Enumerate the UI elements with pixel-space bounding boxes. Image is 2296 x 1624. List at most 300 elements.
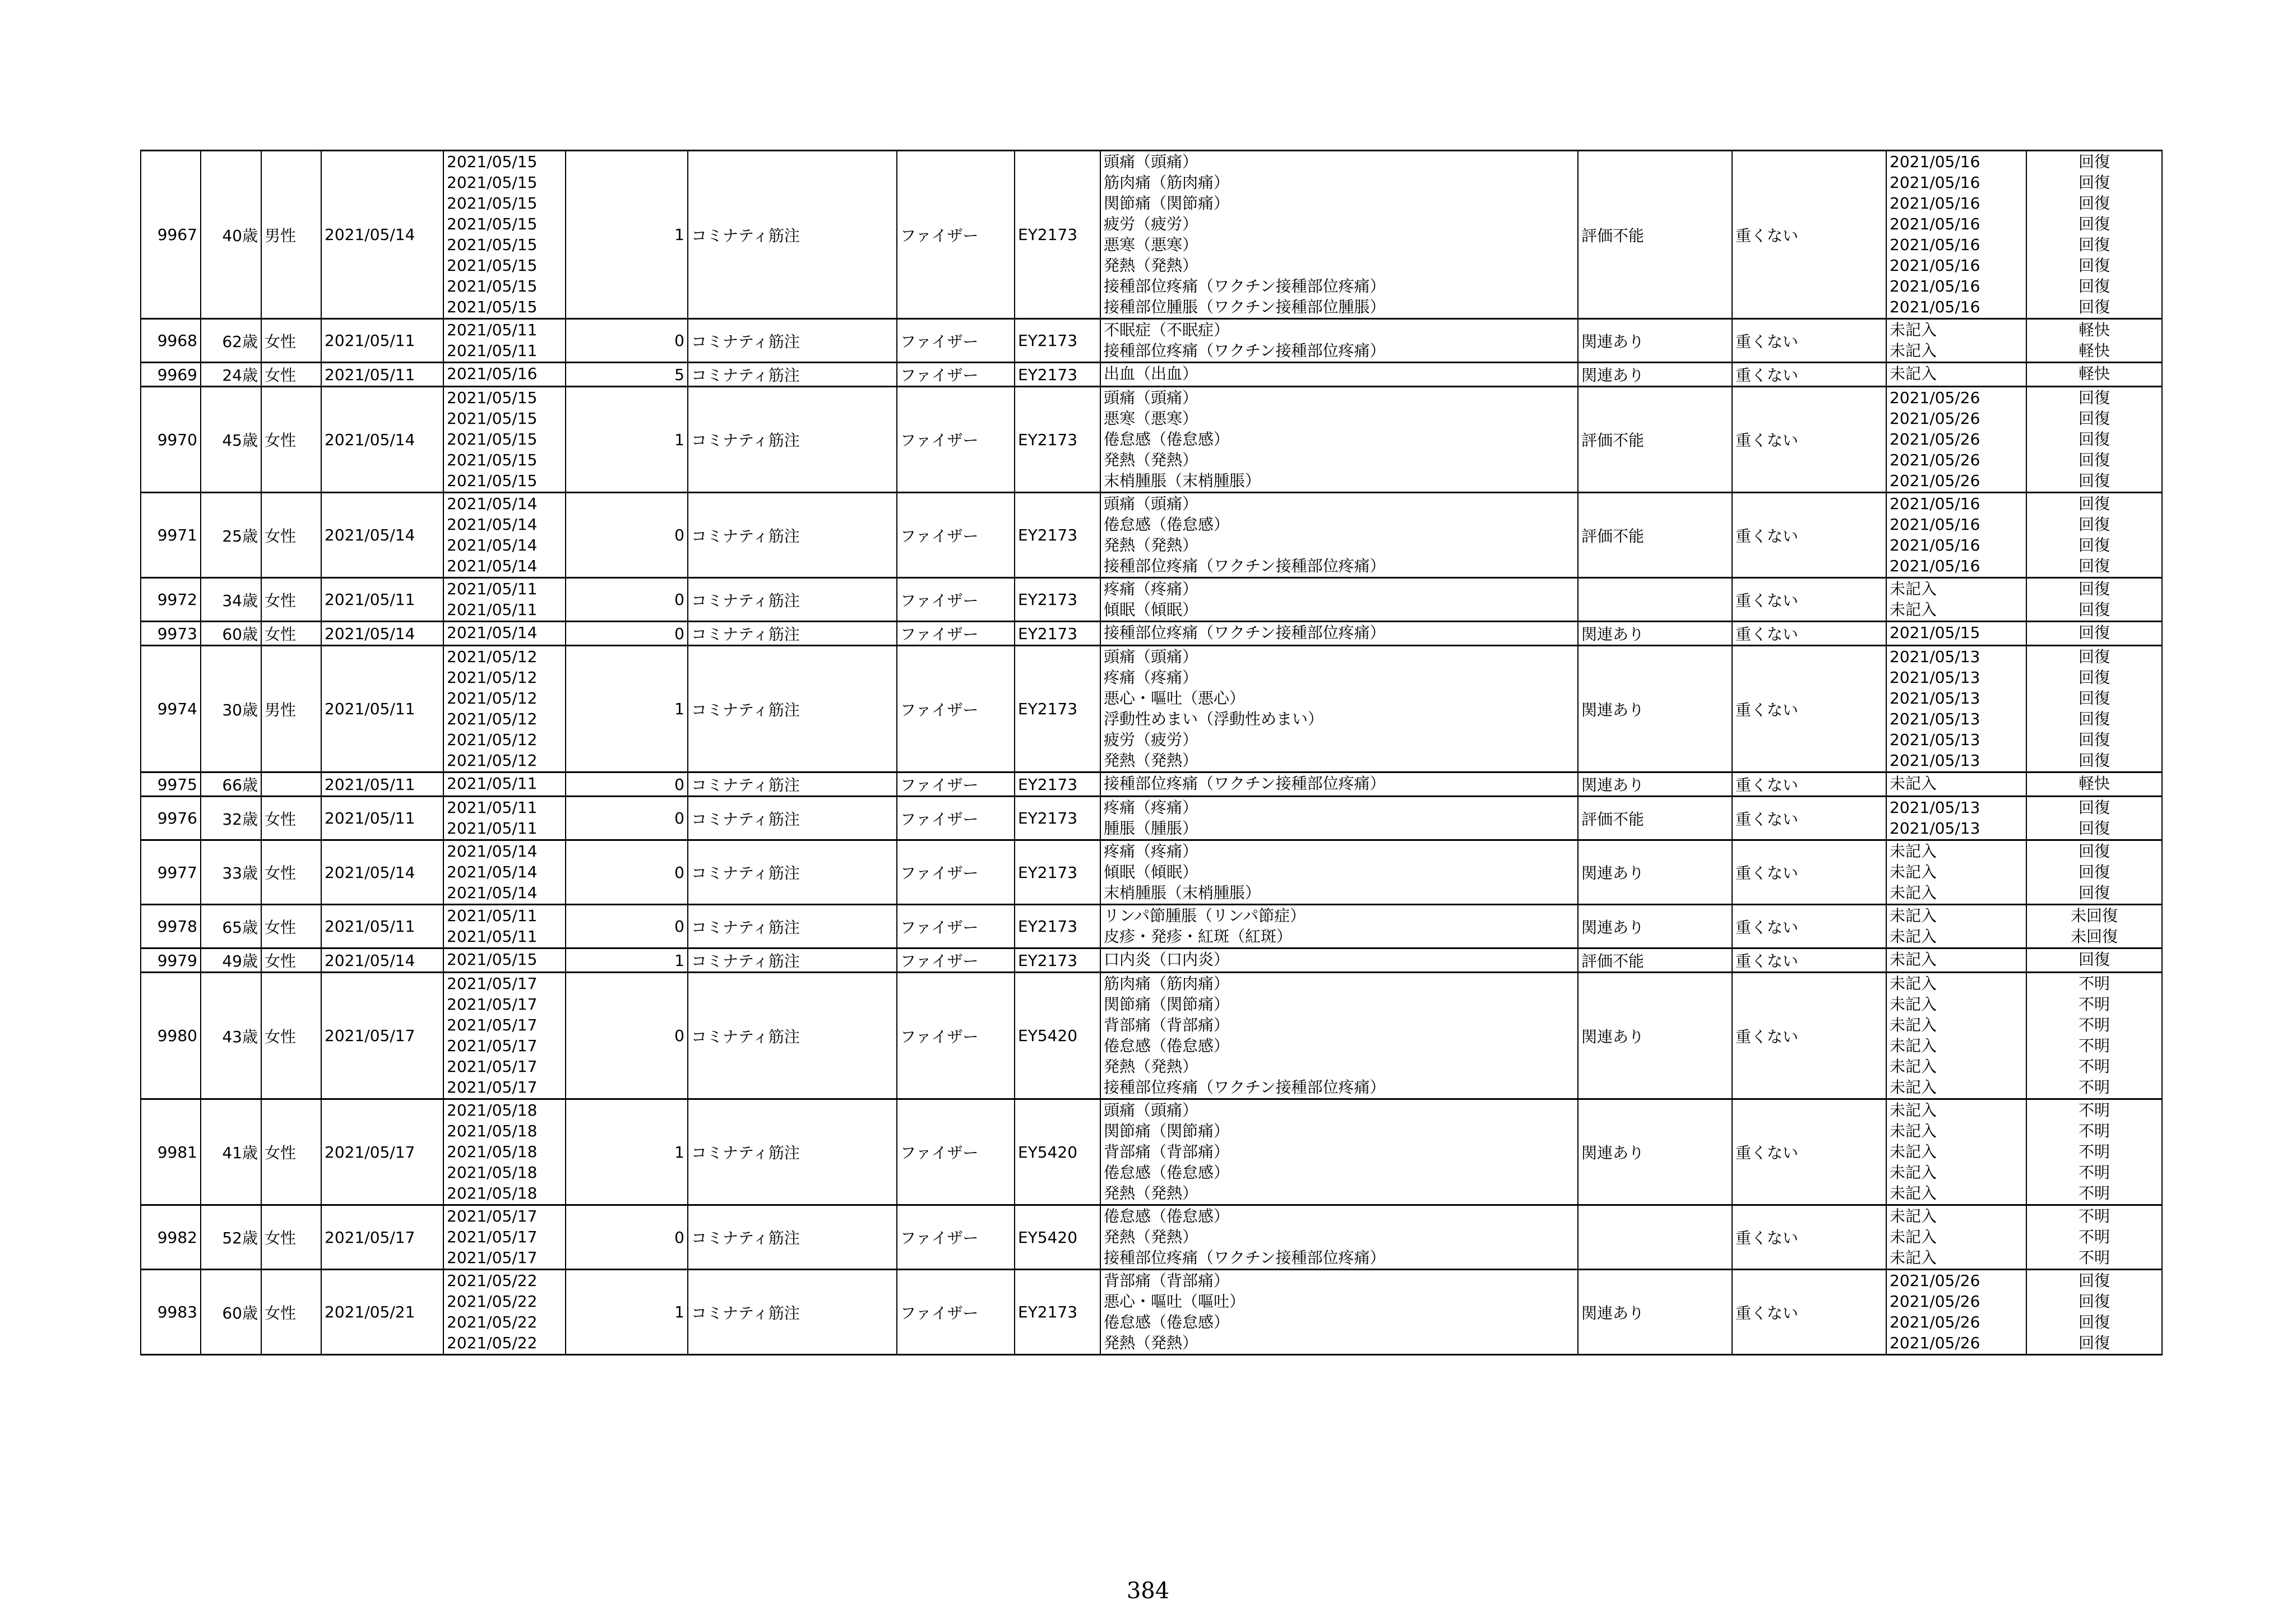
- outcome-list-line: 回復: [2078, 863, 2110, 881]
- outcome-date-list: [1886, 840, 2026, 905]
- outcome-date-list: [1886, 151, 2026, 319]
- symptom-list-line: 出血（出血）: [1104, 364, 1198, 383]
- vaccine-name: コミナティ筋注: [688, 646, 897, 772]
- onset-date-list: [443, 1205, 566, 1270]
- symptom-list-line: 頭痛（頭痛）: [1104, 1101, 1198, 1119]
- outcome-date-list-line: 2021/05/16: [1890, 256, 1980, 275]
- vaccine-name: コミナティ筋注: [688, 772, 897, 797]
- lot-number: EY2173: [1015, 151, 1100, 319]
- outcome-date-list-line: 2021/05/16: [1890, 235, 1980, 254]
- outcome-date-list-line: 2021/05/13: [1890, 730, 1980, 749]
- outcome-list: [2026, 949, 2162, 973]
- outcome-date-list-line: 未記入: [1890, 321, 1937, 339]
- symptom-list-line: 発熱（発熱）: [1104, 256, 1198, 275]
- symptom-list-line: 背部痛（背部痛）: [1104, 1271, 1230, 1290]
- symptom-list-line: 不眠症（不眠症）: [1104, 321, 1230, 339]
- symptom-list-line: 悪心・嘔吐（悪心）: [1104, 689, 1246, 707]
- onset-date-list-line: 2021/05/11: [447, 798, 538, 817]
- causality-assessment: 評価不能: [1578, 493, 1732, 578]
- severity-cell: 重くない: [1732, 840, 1886, 905]
- outcome-list: [2026, 772, 2162, 797]
- symptom-list-line: 発熱（発熱）: [1104, 1228, 1198, 1246]
- outcome-list-line: 回復: [2078, 623, 2110, 642]
- table-row: [141, 840, 2162, 905]
- age-cell: 40歳: [201, 151, 261, 319]
- table-row: [141, 772, 2162, 797]
- case-id: 9968: [141, 319, 201, 363]
- symptom-list-line: 発熱（発熱）: [1104, 451, 1198, 469]
- case-id: 9980: [141, 973, 201, 1099]
- outcome-date-list-line: 2021/05/15: [1890, 623, 1980, 642]
- symptom-list-line: 発熱（発熱）: [1104, 536, 1198, 554]
- age-cell: 49歳: [201, 949, 261, 973]
- symptom-list-line: 悪心・嘔吐（嘔吐）: [1104, 1292, 1246, 1311]
- table-row: [141, 1270, 2162, 1355]
- outcome-list-line: 回復: [2078, 798, 2110, 817]
- onset-date-list-line: 2021/05/22: [447, 1271, 538, 1290]
- outcome-list: [2026, 622, 2162, 646]
- vaccine-name: コミナティ筋注: [688, 797, 897, 840]
- onset-date-list-line: 2021/05/14: [447, 536, 538, 554]
- outcome-list: [2026, 840, 2162, 905]
- vaccine-name: コミナティ筋注: [688, 622, 897, 646]
- days-to-onset: 0: [566, 840, 688, 905]
- onset-date-list: [443, 797, 566, 840]
- outcome-date-list-line: 未記入: [1890, 995, 1937, 1014]
- days-to-onset: 0: [566, 905, 688, 949]
- age-cell: 25歳: [201, 493, 261, 578]
- outcome-list: [2026, 797, 2162, 840]
- causality-assessment: 評価不能: [1578, 797, 1732, 840]
- sex-cell: 女性: [261, 973, 321, 1099]
- causality-assessment: 関連あり: [1578, 1270, 1732, 1355]
- outcome-date-list-line: 2021/05/26: [1890, 388, 1980, 407]
- outcome-list: [2026, 1099, 2162, 1205]
- lot-number: EY2173: [1015, 578, 1100, 622]
- severity-cell: 重くない: [1732, 905, 1886, 949]
- symptom-list-line: 傾眠（傾眠）: [1104, 600, 1198, 619]
- symptom-list-line: 頭痛（頭痛）: [1104, 494, 1198, 513]
- outcome-list-line: 不明: [2078, 1057, 2110, 1076]
- outcome-list-line: 回復: [2078, 557, 2110, 575]
- outcome-date-list: [1886, 363, 2026, 387]
- symptom-list-line: 背部痛（背部痛）: [1104, 1016, 1230, 1034]
- lot-number: EY2173: [1015, 319, 1100, 363]
- symptom-list: [1100, 797, 1578, 840]
- outcome-date-list-line: 未記入: [1890, 1016, 1937, 1034]
- outcome-date-list-line: 2021/05/16: [1890, 536, 1980, 554]
- outcome-list: [2026, 387, 2162, 493]
- severity-cell: 重くない: [1732, 493, 1886, 578]
- symptom-list-line: 皮疹・発疹・紅斑（紅斑）: [1104, 927, 1293, 946]
- symptom-list-line: 頭痛（頭痛）: [1104, 388, 1198, 407]
- manufacturer: ファイザー: [897, 578, 1015, 622]
- onset-date-list-line: 2021/05/11: [447, 774, 538, 793]
- onset-date-list-line: 2021/05/15: [447, 152, 538, 171]
- outcome-date-list-line: 2021/05/16: [1890, 515, 1980, 534]
- onset-date-list-line: 2021/05/15: [447, 298, 538, 316]
- vaccine-name: コミナティ筋注: [688, 1099, 897, 1205]
- outcome-list-line: 回復: [2078, 388, 2110, 407]
- outcome-date-list-line: 2021/05/16: [1890, 494, 1980, 513]
- lot-number: EY2173: [1015, 797, 1100, 840]
- symptom-list: [1100, 949, 1578, 973]
- outcome-date-list-line: 未記入: [1890, 1163, 1937, 1182]
- causality-assessment: [1578, 578, 1732, 622]
- sex-cell: 女性: [261, 1205, 321, 1270]
- outcome-list-line: 回復: [2078, 152, 2110, 171]
- sex-cell: 女性: [261, 1099, 321, 1205]
- onset-date-list: [443, 319, 566, 363]
- outcome-date-list: [1886, 493, 2026, 578]
- vaccination-date: 2021/05/11: [321, 905, 443, 949]
- outcome-date-list: [1886, 387, 2026, 493]
- severity-cell: 重くない: [1732, 973, 1886, 1099]
- symptom-list: [1100, 840, 1578, 905]
- causality-assessment: 関連あり: [1578, 319, 1732, 363]
- days-to-onset: 0: [566, 622, 688, 646]
- outcome-date-list-line: 未記入: [1890, 1228, 1937, 1246]
- outcome-list: [2026, 363, 2162, 387]
- outcome-date-list-line: 未記入: [1890, 863, 1937, 881]
- days-to-onset: 0: [566, 772, 688, 797]
- outcome-list-line: 不明: [2078, 1248, 2110, 1267]
- onset-date-list-line: 2021/05/15: [447, 256, 538, 275]
- symptom-list-line: 接種部位疼痛（ワクチン接種部位疼痛）: [1104, 623, 1386, 642]
- outcome-date-list: [1886, 905, 2026, 949]
- severity-cell: 重くない: [1732, 646, 1886, 772]
- outcome-list-line: 回復: [2078, 430, 2110, 448]
- vaccination-date: 2021/05/11: [321, 646, 443, 772]
- symptom-list-line: 末梢腫脹（末梢腫脹）: [1104, 883, 1261, 902]
- case-id: 9973: [141, 622, 201, 646]
- lot-number: EY2173: [1015, 905, 1100, 949]
- outcome-date-list-line: 2021/05/16: [1890, 298, 1980, 316]
- vaccination-date: 2021/05/14: [321, 840, 443, 905]
- age-cell: 62歳: [201, 319, 261, 363]
- manufacturer: ファイザー: [897, 387, 1015, 493]
- onset-date-list: [443, 363, 566, 387]
- vaccination-date: 2021/05/11: [321, 319, 443, 363]
- onset-date-list-line: 2021/05/14: [447, 557, 538, 575]
- lot-number: EY2173: [1015, 840, 1100, 905]
- outcome-list-line: 回復: [2078, 751, 2110, 770]
- severity-cell: 重くない: [1732, 622, 1886, 646]
- vaccine-name: コミナティ筋注: [688, 905, 897, 949]
- symptom-list-line: 接種部位疼痛（ワクチン接種部位疼痛）: [1104, 1248, 1386, 1267]
- outcome-list-line: 不明: [2078, 1142, 2110, 1161]
- severity-cell: 重くない: [1732, 578, 1886, 622]
- outcome-list: [2026, 493, 2162, 578]
- onset-date-list-line: 2021/05/12: [447, 751, 538, 770]
- outcome-date-list-line: 2021/05/26: [1890, 1334, 1980, 1352]
- outcome-list-line: 回復: [2078, 819, 2110, 838]
- outcome-list: [2026, 646, 2162, 772]
- outcome-list-line: 回復: [2078, 1313, 2110, 1331]
- sex-cell: 男性: [261, 151, 321, 319]
- outcome-date-list-line: 未記入: [1890, 927, 1937, 946]
- table-body: [141, 151, 2162, 1355]
- outcome-list-line: 回復: [2078, 256, 2110, 275]
- outcome-list-line: 回復: [2078, 1334, 2110, 1352]
- outcome-list-line: 回復: [2078, 235, 2110, 254]
- case-id: 9975: [141, 772, 201, 797]
- onset-date-list-line: 2021/05/17: [447, 1016, 538, 1034]
- outcome-date-list-line: 2021/05/16: [1890, 557, 1980, 575]
- severity-cell: 重くない: [1732, 1205, 1886, 1270]
- sex-cell: 男性: [261, 646, 321, 772]
- causality-assessment: 関連あり: [1578, 363, 1732, 387]
- symptom-list-line: 口内炎（口内炎）: [1104, 950, 1230, 969]
- vaccine-name: コミナティ筋注: [688, 151, 897, 319]
- symptom-list-line: 頭痛（頭痛）: [1104, 647, 1198, 666]
- age-cell: 52歳: [201, 1205, 261, 1270]
- severity-cell: 重くない: [1732, 1270, 1886, 1355]
- outcome-date-list-line: 未記入: [1890, 883, 1937, 902]
- lot-number: EY2173: [1015, 493, 1100, 578]
- outcome-date-list-line: 2021/05/13: [1890, 689, 1980, 707]
- symptom-list: [1100, 578, 1578, 622]
- causality-assessment: 関連あり: [1578, 840, 1732, 905]
- days-to-onset: 1: [566, 1270, 688, 1355]
- onset-date-list-line: 2021/05/14: [447, 623, 538, 642]
- lot-number: EY2173: [1015, 1270, 1100, 1355]
- table-row: [141, 578, 2162, 622]
- outcome-date-list-line: 未記入: [1890, 1037, 1937, 1055]
- symptom-list-line: 疼痛（疼痛）: [1104, 580, 1198, 598]
- outcome-list-line: 軽快: [2078, 364, 2110, 383]
- vaccination-date: 2021/05/17: [321, 973, 443, 1099]
- vaccination-date: 2021/05/11: [321, 363, 443, 387]
- symptom-list: [1100, 772, 1578, 797]
- symptom-list-line: 末梢腫脹（末梢腫脹）: [1104, 471, 1261, 490]
- onset-date-list: [443, 493, 566, 578]
- causality-assessment: 評価不能: [1578, 151, 1732, 319]
- outcome-list-line: 回復: [2078, 600, 2110, 619]
- vaccine-name: コミナティ筋注: [688, 319, 897, 363]
- outcome-date-list-line: 未記入: [1890, 842, 1937, 860]
- symptom-list: [1100, 905, 1578, 949]
- vaccination-date: 2021/05/14: [321, 949, 443, 973]
- symptom-list-line: 腫脹（腫脹）: [1104, 819, 1198, 838]
- outcome-list-line: 回復: [2078, 710, 2110, 728]
- table-row: [141, 973, 2162, 1099]
- case-id: 9972: [141, 578, 201, 622]
- outcome-list-line: 不明: [2078, 1122, 2110, 1140]
- days-to-onset: 1: [566, 387, 688, 493]
- symptom-list: [1100, 493, 1578, 578]
- onset-date-list-line: 2021/05/15: [447, 194, 538, 212]
- age-cell: 60歳: [201, 622, 261, 646]
- age-cell: 66歳: [201, 772, 261, 797]
- age-cell: 24歳: [201, 363, 261, 387]
- vaccination-date: 2021/05/17: [321, 1205, 443, 1270]
- table-row: [141, 1205, 2162, 1270]
- days-to-onset: 1: [566, 151, 688, 319]
- outcome-date-list-line: 2021/05/16: [1890, 277, 1980, 295]
- onset-date-list-line: 2021/05/11: [447, 341, 538, 360]
- symptom-list-line: 頭痛（頭痛）: [1104, 152, 1198, 171]
- outcome-list: [2026, 905, 2162, 949]
- onset-date-list-line: 2021/05/15: [447, 215, 538, 233]
- table-row: [141, 905, 2162, 949]
- outcome-date-list: [1886, 772, 2026, 797]
- onset-date-list-line: 2021/05/14: [447, 842, 538, 860]
- outcome-list-line: 回復: [2078, 471, 2110, 490]
- onset-date-list-line: 2021/05/22: [447, 1292, 538, 1311]
- outcome-list-line: 未回復: [2070, 906, 2118, 925]
- outcome-list: [2026, 578, 2162, 622]
- days-to-onset: 0: [566, 973, 688, 1099]
- symptom-list-line: 関節痛（関節痛）: [1104, 995, 1230, 1014]
- symptom-list-line: 筋肉痛（筋肉痛）: [1104, 974, 1230, 993]
- outcome-list-line: 回復: [2078, 215, 2110, 233]
- symptom-list-line: 接種部位腫脹（ワクチン接種部位腫脹）: [1104, 298, 1386, 316]
- table-row: [141, 1099, 2162, 1205]
- outcome-date-list-line: 2021/05/16: [1890, 173, 1980, 192]
- outcome-date-list-line: 2021/05/13: [1890, 710, 1980, 728]
- outcome-date-list: [1886, 797, 2026, 840]
- vaccine-name: コミナティ筋注: [688, 1205, 897, 1270]
- days-to-onset: 0: [566, 1205, 688, 1270]
- symptom-list-line: 傾眠（傾眠）: [1104, 863, 1198, 881]
- sex-cell: 女性: [261, 1270, 321, 1355]
- vaccination-date: 2021/05/14: [321, 387, 443, 493]
- outcome-list-line: 不明: [2078, 1207, 2110, 1225]
- outcome-date-list-line: 未記入: [1890, 1101, 1937, 1119]
- symptom-list: [1100, 1270, 1578, 1355]
- symptom-list-line: 悪寒（悪寒）: [1104, 409, 1198, 428]
- onset-date-list-line: 2021/05/18: [447, 1122, 538, 1140]
- outcome-date-list-line: 2021/05/26: [1890, 451, 1980, 469]
- outcome-list: [2026, 319, 2162, 363]
- age-cell: 34歳: [201, 578, 261, 622]
- causality-assessment: 関連あり: [1578, 622, 1732, 646]
- outcome-list-line: 回復: [2078, 298, 2110, 316]
- outcome-date-list-line: 未記入: [1890, 580, 1937, 598]
- onset-date-list: [443, 973, 566, 1099]
- manufacturer: ファイザー: [897, 151, 1015, 319]
- table-row: [141, 363, 2162, 387]
- symptom-list-line: 倦怠感（倦怠感）: [1104, 515, 1230, 534]
- manufacturer: ファイザー: [897, 797, 1015, 840]
- outcome-date-list-line: 2021/05/16: [1890, 152, 1980, 171]
- onset-date-list-line: 2021/05/12: [447, 689, 538, 707]
- symptom-list-line: 倦怠感（倦怠感）: [1104, 1037, 1230, 1055]
- onset-date-list: [443, 905, 566, 949]
- lot-number: EY5420: [1015, 973, 1100, 1099]
- vaccine-name: コミナティ筋注: [688, 578, 897, 622]
- onset-date-list-line: 2021/05/11: [447, 927, 538, 946]
- outcome-list-line: 回復: [2078, 580, 2110, 598]
- table-row: [141, 493, 2162, 578]
- causality-assessment: [1578, 1205, 1732, 1270]
- outcome-date-list-line: 未記入: [1890, 974, 1937, 993]
- severity-cell: 重くない: [1732, 151, 1886, 319]
- outcome-list-line: 不明: [2078, 1228, 2110, 1246]
- table-row: [141, 949, 2162, 973]
- onset-date-list-line: 2021/05/11: [447, 819, 538, 838]
- outcome-date-list-line: 未記入: [1890, 1184, 1937, 1202]
- symptom-list-line: 疲労（疲労）: [1104, 215, 1198, 233]
- onset-date-list-line: 2021/05/18: [447, 1163, 538, 1182]
- outcome-list-line: 回復: [2078, 730, 2110, 749]
- outcome-list-line: 回復: [2078, 668, 2110, 687]
- vaccination-date: 2021/05/21: [321, 1270, 443, 1355]
- outcome-list-line: 回復: [2078, 1271, 2110, 1290]
- manufacturer: ファイザー: [897, 1099, 1015, 1205]
- symptom-list-line: 倦怠感（倦怠感）: [1104, 1163, 1230, 1182]
- onset-date-list-line: 2021/05/11: [447, 580, 538, 598]
- outcome-date-list-line: 未記入: [1890, 341, 1937, 360]
- onset-date-list: [443, 646, 566, 772]
- outcome-list-line: 不明: [2078, 1078, 2110, 1096]
- outcome-date-list-line: 2021/05/13: [1890, 751, 1980, 770]
- onset-date-list: [443, 1270, 566, 1355]
- onset-date-list: [443, 151, 566, 319]
- outcome-date-list-line: 未記入: [1890, 1078, 1937, 1096]
- sex-cell: 女性: [261, 840, 321, 905]
- severity-cell: 重くない: [1732, 949, 1886, 973]
- outcome-date-list-line: 2021/05/26: [1890, 409, 1980, 428]
- vaccination-date: 2021/05/17: [321, 1099, 443, 1205]
- adverse-event-table: [140, 150, 2163, 1355]
- outcome-date-list-line: 未記入: [1890, 1207, 1937, 1225]
- outcome-list-line: 不明: [2078, 974, 2110, 993]
- outcome-date-list-line: 2021/05/16: [1890, 215, 1980, 233]
- age-cell: 60歳: [201, 1270, 261, 1355]
- symptom-list-line: リンパ節腫脹（リンパ節症）: [1104, 906, 1306, 925]
- sex-cell: 女性: [261, 905, 321, 949]
- onset-date-list-line: 2021/05/15: [447, 409, 538, 428]
- case-id: 9978: [141, 905, 201, 949]
- symptom-list: [1100, 973, 1578, 1099]
- outcome-date-list-line: 2021/05/13: [1890, 819, 1980, 838]
- outcome-date-list: [1886, 1270, 2026, 1355]
- outcome-list-line: 回復: [2078, 451, 2110, 469]
- days-to-onset: 0: [566, 493, 688, 578]
- symptom-list-line: 疼痛（疼痛）: [1104, 668, 1198, 687]
- outcome-date-list: [1886, 578, 2026, 622]
- table-row: [141, 797, 2162, 840]
- onset-date-list-line: 2021/05/11: [447, 906, 538, 925]
- table-row: [141, 387, 2162, 493]
- onset-date-list-line: 2021/05/18: [447, 1142, 538, 1161]
- lot-number: EY5420: [1015, 1205, 1100, 1270]
- outcome-list-line: 回復: [2078, 689, 2110, 707]
- onset-date-list-line: 2021/05/17: [447, 1248, 538, 1267]
- symptom-list-line: 倦怠感（倦怠感）: [1104, 1313, 1230, 1331]
- case-id: 9969: [141, 363, 201, 387]
- vaccine-name: コミナティ筋注: [688, 363, 897, 387]
- outcome-date-list-line: 未記入: [1890, 1248, 1937, 1267]
- symptom-list: [1100, 387, 1578, 493]
- outcome-list-line: 回復: [2078, 515, 2110, 534]
- severity-cell: 重くない: [1732, 387, 1886, 493]
- onset-date-list-line: 2021/05/14: [447, 883, 538, 902]
- onset-date-list-line: 2021/05/11: [447, 321, 538, 339]
- vaccination-date: 2021/05/11: [321, 578, 443, 622]
- symptom-list: [1100, 1099, 1578, 1205]
- age-cell: 65歳: [201, 905, 261, 949]
- outcome-list-line: 軽快: [2078, 774, 2110, 793]
- outcome-list-line: 回復: [2078, 173, 2110, 192]
- lot-number: EY2173: [1015, 772, 1100, 797]
- outcome-list-line: 不明: [2078, 1163, 2110, 1182]
- days-to-onset: 0: [566, 578, 688, 622]
- outcome-date-list-line: 2021/05/13: [1890, 668, 1980, 687]
- onset-date-list-line: 2021/05/18: [447, 1101, 538, 1119]
